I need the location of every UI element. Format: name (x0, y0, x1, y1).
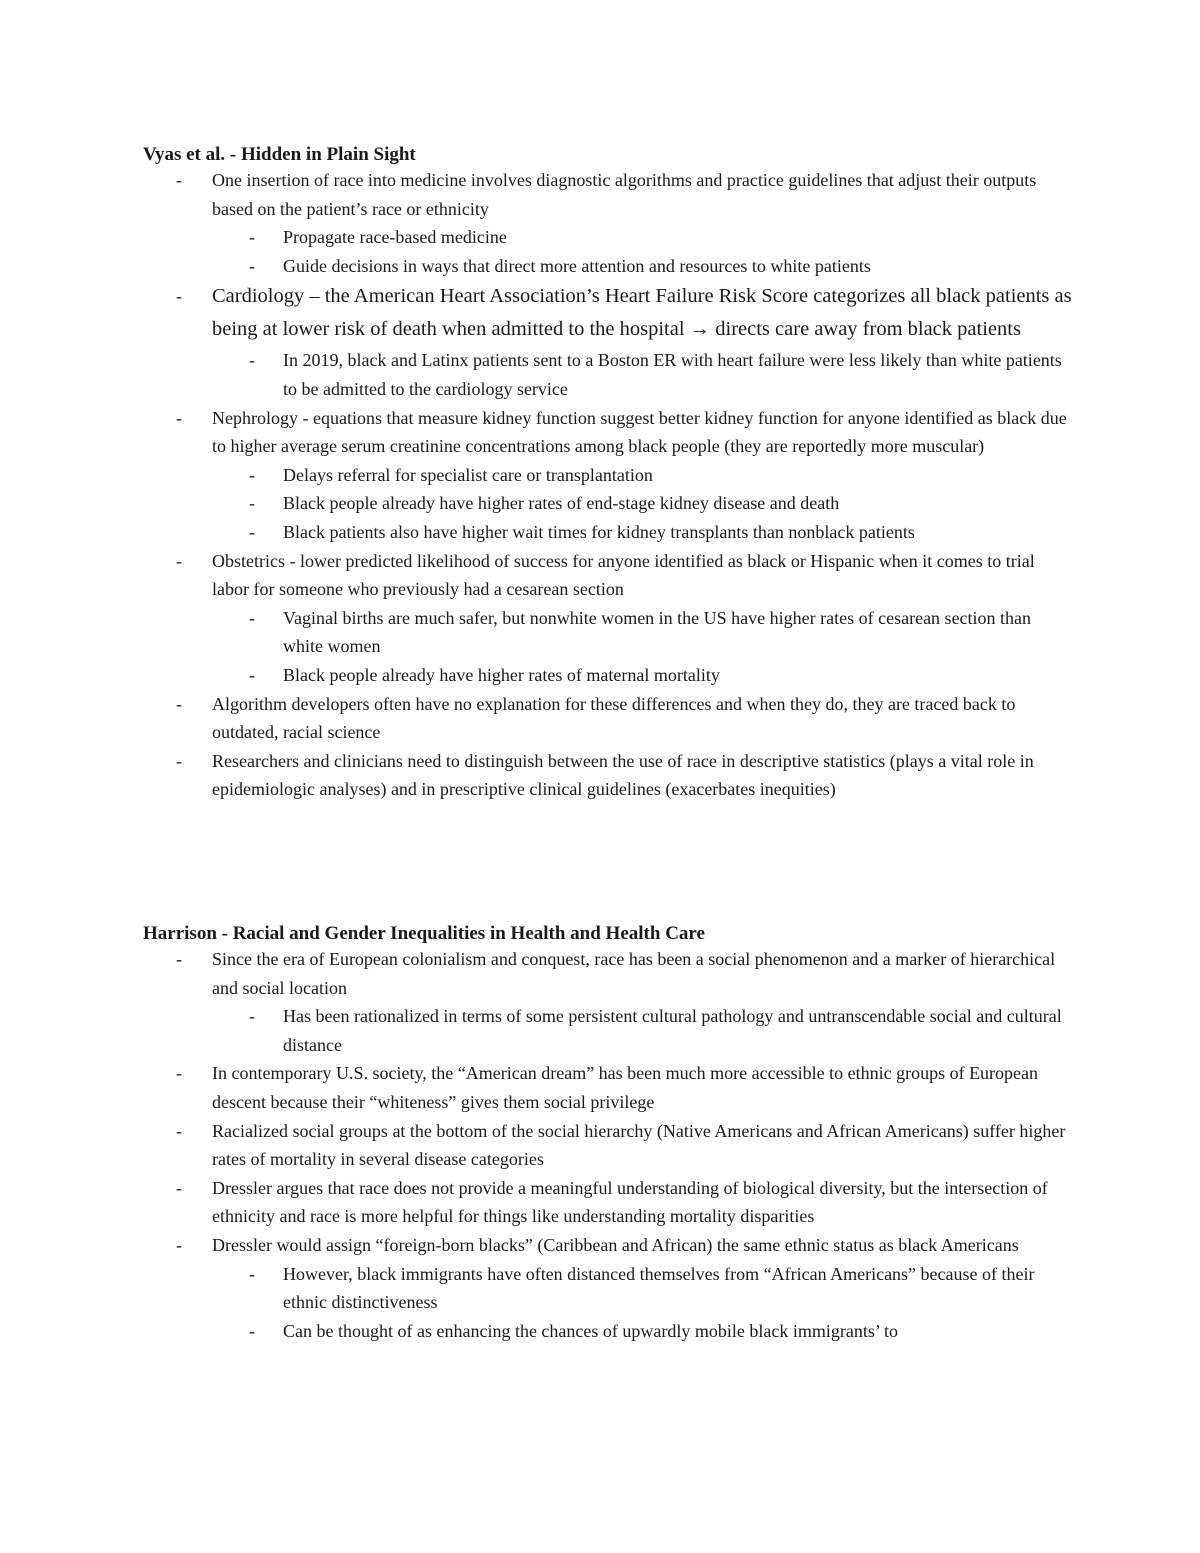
list-item-text: One insertion of race into medicine involves diagnostic algorithms and practice guidelines that adjust their outputs based on the patient’s race or ethnicity (212, 170, 1037, 219)
sub-list-item: - Propagate race-based medicine (283, 223, 1072, 252)
sub-list-item: - Black patients also have higher wait times for kidney transplants than nonblack patients (283, 518, 1072, 547)
sub-bullet-list (283, 604, 1072, 690)
sub-list-item: - Can be thought of as enhancing the chances of upwardly mobile black immigrants’ to (283, 1317, 1072, 1346)
sub-bullet-list (283, 461, 1072, 547)
list-item-text: Obstetrics - lower predicted likelihood of success for anyone identified as black or Hispanic when it comes to trial labor for someone who previously had a cesarean section (212, 550, 1035, 600)
bullet-list (212, 166, 1072, 804)
list-item-text: Researchers and clinicians need to distinguish between the use of race in descriptive statistics (plays a vital role in epidemiologic analyses) and in prescriptive clinical guidelines (exacerbates inequities) (212, 750, 1034, 800)
list-item (212, 547, 1072, 690)
sub-list-item: - Vaginal births are much safer, but nonwhite women in the US have higher rates of cesarean section than white women (283, 604, 1072, 661)
sub-list-item: - Has been rationalized in terms of some persistent cultural pathology and untranscendable social and cultural distance (283, 1002, 1072, 1059)
list-item (212, 1117, 1072, 1174)
list-item-text: Racialized social groups at the bottom of the social hierarchy (Native Americans and African Americans) suffer higher rates of mortality in several disease categories (212, 1120, 1066, 1170)
list-item (212, 280, 1072, 403)
sub-bullet-list (283, 346, 1072, 403)
list-item (212, 404, 1072, 547)
list-item (212, 1059, 1072, 1116)
bullet-list (212, 945, 1072, 1345)
sub-bullet-list (283, 1260, 1072, 1346)
list-item-text: In contemporary U.S. society, the “American dream” has been much more accessible to ethnic groups of European descent because their “whiteness” gives them social privilege (212, 1063, 1039, 1112)
list-item (212, 166, 1072, 280)
section-heading: Vyas et al. - Hidden in Plain Sight (143, 144, 416, 165)
list-item-text: Nephrology - equations that measure kidney function suggest better kidney function for anyone identified as black due to higher average serum creatinine concentrations among black people (they are reportedly more muscular) (212, 407, 1067, 457)
list-item (212, 747, 1072, 804)
sub-list-item: - In 2019, black and Latinx patients sent to a Boston ER with heart failure were less likely than white patients to be admitted to the cardiology service (283, 346, 1072, 403)
list-item (212, 690, 1072, 747)
sub-bullet-list (283, 1002, 1072, 1059)
list-item-text: Dressler would assign “foreign-born blacks” (Caribbean and African) the same ethnic status as black Americans (212, 1234, 1019, 1255)
sub-list-item: - Black people already have higher rates of maternal mortality (283, 661, 1072, 690)
sub-list-item: - Black people already have higher rates of end-stage kidney disease and death (283, 489, 1072, 518)
sub-list-item: - Delays referral for specialist care or transplantation (283, 461, 1072, 490)
list-item-text: - Cardiology – the American Heart Association’s Heart Failure Risk Score categorizes all black patients as being at lower risk of death when admitted to the hospital → directs care away from black patients (212, 285, 1072, 341)
sub-list-item: - However, black immigrants have often distanced themselves from “African Americans” because of their ethnic distinctiveness (283, 1260, 1072, 1317)
list-item-text: Dressler argues that race does not provide a meaningful understanding of biological diversity, but the intersection of ethnicity and race is more helpful for things like understanding mortality disparities (212, 1177, 1048, 1227)
sub-list-item: - Guide decisions in ways that direct more attention and resources to white patients (283, 252, 1072, 281)
sub-bullet-list (283, 223, 1072, 280)
list-item (212, 1174, 1072, 1231)
list-item-text: Since the era of European colonialism and conquest, race has been a social phenomenon and a marker of hierarchical and social location (212, 949, 1056, 998)
list-item (212, 945, 1072, 1059)
list-item (212, 1231, 1072, 1345)
section-heading: Harrison - Racial and Gender Inequalities in Health and Health Care (143, 923, 705, 944)
list-item-text: Algorithm developers often have no explanation for these differences and when they do, they are traced back to outdated, racial science (212, 693, 1016, 743)
